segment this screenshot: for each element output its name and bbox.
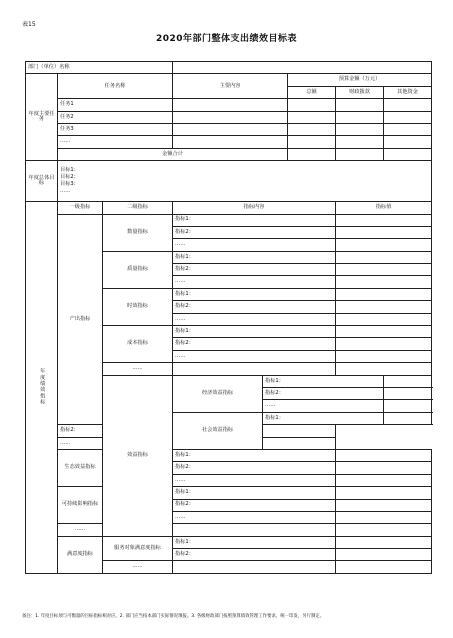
goal-line: …… (60, 188, 71, 195)
task-row-label: 任务3 (58, 123, 173, 135)
dept-name-label: 部门（单位）名称 (26, 62, 173, 74)
l2-indicator-label: 可持续影响指标 (58, 487, 103, 524)
l2-indicator-label: 数量指标 (103, 214, 173, 251)
performance-target-table (25, 61, 432, 574)
tasks-header-name: 任务名称 (58, 74, 173, 99)
goal-line: 目标3： (60, 181, 79, 188)
indicator-item: 指标1： (173, 487, 336, 499)
indicator-item: 指标1： (263, 375, 384, 387)
indicator-header-value: 指标值 (336, 202, 432, 214)
indicator-header-l2: 二级指标 (103, 202, 173, 214)
tasks-header-content: 主要内容 (173, 74, 288, 99)
indicator-item: 指标2： (173, 338, 336, 350)
l2-indicator-ellipsis: …… (58, 524, 103, 536)
task-row-label: 任务2 (58, 111, 173, 123)
l2-indicator-label: 生态效益指标 (58, 449, 103, 486)
indicator-item: 指标1： (263, 412, 384, 424)
satisfaction-indicator-label: 满意度指标 (58, 536, 103, 573)
indicator-item: 指标2： (173, 549, 336, 561)
indicator-header-l1: 一级指标 (58, 202, 103, 214)
l2-indicator-label: 社会效益指标 (173, 412, 263, 449)
indicator-item: 指标2： (173, 499, 336, 511)
task-row-label: …… (58, 136, 173, 148)
indicator-item: 指标1： (173, 214, 336, 226)
goals-section-label: 年度总体目标 (26, 161, 58, 202)
indicator-item: 指标2： (173, 462, 336, 474)
l2-indicator-label: 质量指标 (103, 251, 173, 288)
document-title: 2020年部门整体支出绩效目标表 (155, 34, 298, 44)
tasks-section-label: 年度主要任务 (26, 74, 58, 161)
l2-indicator-ellipsis: …… (103, 561, 173, 573)
indicator-item: 指标2： (173, 301, 336, 313)
indicator-item: 指标2： (58, 425, 263, 437)
l2-indicator-ellipsis: …… (103, 363, 173, 375)
output-indicator-label: 产出指标 (58, 214, 103, 425)
l2-indicator-label: 经济效益指标 (173, 375, 263, 412)
footnote: 备注：1. 年度目标须与可衡量的目标指标相对应。2. 部门应当按本部门实际情况填报。3. 各级财政部门按照预算绩效管理工作要求，统一印发，另行制定。 (22, 614, 325, 619)
indicator-item: …… (173, 511, 336, 523)
indicator-header-content: 指标内容 (173, 202, 336, 214)
indicator-item: …… (263, 400, 384, 412)
l2-indicator-label: 成本指标 (103, 326, 173, 363)
indicator-item: 指标2： (263, 387, 384, 399)
indicator-item: …… (173, 276, 336, 288)
table-number: 表15 (22, 21, 36, 28)
indicators-section-label: 年度绩效指标 (26, 202, 58, 574)
l2-indicator-label: 时效指标 (103, 288, 173, 325)
goals-content (58, 161, 432, 202)
effect-indicator-label: 效益指标 (103, 375, 173, 536)
l2-indicator-label: 服务对象满意度指标 (103, 536, 173, 561)
indicator-item: 指标1： (173, 288, 336, 300)
tasks-header-total: 总额 (288, 86, 336, 98)
indicator-item: 指标1： (173, 251, 336, 263)
goal-line: 目标2： (60, 174, 79, 181)
tasks-header-fiscal: 财政拨款 (336, 86, 384, 98)
indicator-item: …… (173, 313, 336, 325)
tasks-sum-label: 金额合计 (58, 148, 288, 160)
indicator-item: 指标1： (173, 326, 336, 338)
indicator-item: …… (173, 239, 336, 251)
tasks-header-other: 其他资金 (384, 86, 432, 98)
indicator-item: …… (173, 474, 336, 486)
tasks-header-budget: 预算金额（万元） (288, 74, 432, 86)
task-row-label: 任务1 (58, 99, 173, 111)
indicator-item: 指标2： (173, 264, 336, 276)
goal-line: 目标1： (60, 167, 79, 174)
indicator-item: 指标1： (173, 449, 336, 461)
indicator-item: …… (58, 437, 263, 449)
dept-name-value (173, 62, 432, 74)
indicator-item: 指标2： (173, 226, 336, 238)
indicator-item: 指标1： (173, 536, 336, 548)
indicator-item: …… (173, 350, 336, 362)
